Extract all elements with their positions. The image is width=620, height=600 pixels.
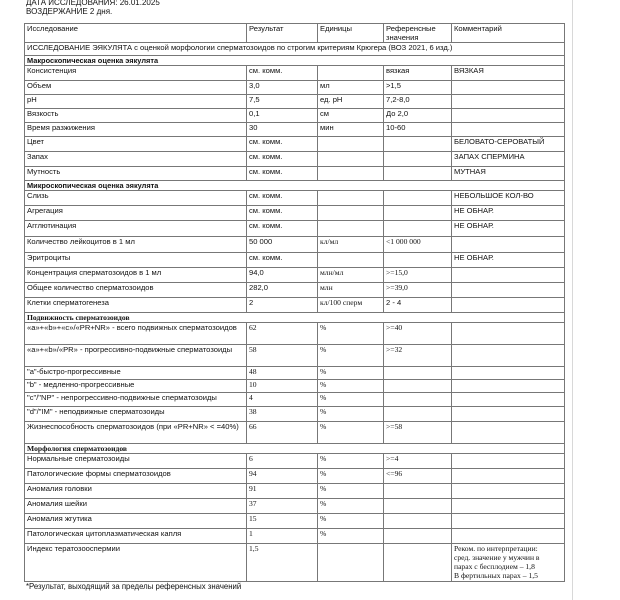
row-reference: До 2,0 (384, 109, 452, 123)
row-name: Объем (25, 81, 247, 95)
row-comment (452, 393, 565, 407)
row-reference (384, 529, 452, 544)
table-row (25, 454, 565, 469)
row-units: % (318, 499, 384, 514)
row-result: см. комм. (247, 253, 318, 268)
table-row (25, 109, 565, 123)
row-units (318, 221, 384, 237)
row-units: % (318, 393, 384, 407)
row-reference (384, 514, 452, 529)
table-row (25, 123, 565, 137)
row-name: Агрегация (25, 206, 247, 221)
col-study: Исследование (25, 24, 247, 43)
row-reference (384, 221, 452, 237)
row-name: Аномалия шейки (25, 499, 247, 514)
row-name: Аномалия жгутика (25, 514, 247, 529)
row-name: "a"-быстро-прогрессивные (25, 367, 247, 380)
row-units (318, 253, 384, 268)
row-comment (452, 109, 565, 123)
page-edge (572, 0, 573, 600)
table-row (25, 191, 565, 206)
col-result: Результат (247, 24, 318, 43)
table-row (25, 323, 565, 345)
table-row (25, 268, 565, 283)
row-name: pH (25, 95, 247, 109)
table-row (25, 206, 565, 221)
row-comment (452, 484, 565, 499)
table-row (25, 298, 565, 313)
row-name: Слизь (25, 191, 247, 206)
row-comment (452, 422, 565, 444)
row-reference (384, 206, 452, 221)
row-result: 7,5 (247, 95, 318, 109)
row-comment (452, 544, 565, 582)
results-table (24, 23, 565, 582)
row-reference (384, 499, 452, 514)
comment-line: парах с бесплодием – 1,8 (454, 562, 535, 571)
study-title: ИССЛЕДОВАНИЕ ЭЯКУЛЯТА с оценкой морфологии сперматозоидов по строгим критериям Крюгера (ВОЗ 2021, 6 изд.) (25, 43, 565, 56)
terato-row (25, 544, 565, 582)
row-result: см. комм. (247, 191, 318, 206)
row-name: «a»+«b»+«c»/«PR+NR» - всего подвижных сперматозоидов (25, 323, 247, 345)
table-row (25, 137, 565, 152)
row-reference (384, 544, 452, 582)
row-name: Патологические формы сперматозоидов (25, 469, 247, 484)
comment-line: сред. значение у мужчин в (454, 553, 540, 562)
row-comment (452, 283, 565, 298)
row-name: Консистенция (25, 66, 247, 81)
section-row (25, 313, 565, 323)
row-units: кл/100 сперм (318, 298, 384, 313)
row-units: % (318, 323, 384, 345)
row-name: Вязкость (25, 109, 247, 123)
row-reference (384, 152, 452, 167)
row-reference: 2 - 4 (384, 298, 452, 313)
section-row (25, 181, 565, 191)
row-comment (452, 499, 565, 514)
row-name: Запах (25, 152, 247, 167)
row-units: млн (318, 283, 384, 298)
row-comment: МУТНАЯ (452, 167, 565, 181)
table-row (25, 95, 565, 109)
row-result: 62 (247, 323, 318, 345)
row-reference: >=4 (384, 454, 452, 469)
row-comment (452, 123, 565, 137)
footnote: *Результат, выходящий за пределы референсных значений (26, 582, 242, 591)
row-comment: НЕ ОБНАР. (452, 253, 565, 268)
row-reference: вязкая (384, 66, 452, 81)
row-reference: >=32 (384, 345, 452, 367)
col-reference: Референсные значения (384, 24, 452, 43)
row-units: % (318, 380, 384, 393)
row-name: Концентрация сперматозоидов в 1 мл (25, 268, 247, 283)
row-result: см. комм. (247, 152, 318, 167)
row-name: Клетки сперматогенеза (25, 298, 247, 313)
row-units (318, 206, 384, 221)
row-result: 282,0 (247, 283, 318, 298)
row-name: Время разжижения (25, 123, 247, 137)
row-units: % (318, 367, 384, 380)
row-units (318, 137, 384, 152)
row-reference: <=96 (384, 469, 452, 484)
row-units (318, 191, 384, 206)
comment-line: В фертильных парах – 1,5 (454, 571, 538, 580)
row-name: "d"/"IM" - неподвижные сперматозоиды (25, 407, 247, 422)
row-comment (452, 81, 565, 95)
table-row (25, 152, 565, 167)
row-result: 37 (247, 499, 318, 514)
comment-line: Реком. по интерпретации: (454, 544, 538, 553)
row-name: Жизнеспособность сперматозоидов (при «PR+NR» < =40%) (25, 422, 247, 444)
column-header-row (25, 24, 565, 43)
row-result: 50 000 (247, 237, 318, 253)
row-result: см. комм. (247, 206, 318, 221)
row-name: «a»+«b»/«PR» - прогрессивно-подвижные сперматозоиды (25, 345, 247, 367)
row-units (318, 152, 384, 167)
row-result: 30 (247, 123, 318, 137)
title-row (25, 43, 565, 56)
row-comment (452, 380, 565, 393)
row-units: см (318, 109, 384, 123)
row-reference: >1,5 (384, 81, 452, 95)
row-units (318, 167, 384, 181)
row-units: % (318, 345, 384, 367)
row-comment: НЕ ОБНАР. (452, 206, 565, 221)
row-reference: 7,2-8,0 (384, 95, 452, 109)
row-units: % (318, 514, 384, 529)
table-row (25, 221, 565, 237)
row-name: "c"/"NP" - непрогрессивно-подвижные сперматозоиды (25, 393, 247, 407)
row-units: % (318, 422, 384, 444)
row-result: 4 (247, 393, 318, 407)
row-comment (452, 367, 565, 380)
row-comment: БЕЛОВАТО-СЕРОВАТЫЙ (452, 137, 565, 152)
row-reference: >=58 (384, 422, 452, 444)
table-row (25, 407, 565, 422)
row-name: Аномалия головки (25, 484, 247, 499)
row-reference: >=15,0 (384, 268, 452, 283)
row-comment (452, 345, 565, 367)
table-row (25, 422, 565, 444)
table-row (25, 345, 565, 367)
row-reference (384, 393, 452, 407)
row-comment (452, 237, 565, 253)
row-comment: ВЯЗКАЯ (452, 66, 565, 81)
col-comment: Комментарий (452, 24, 565, 43)
row-comment (452, 268, 565, 283)
section-row (25, 444, 565, 454)
row-comment (452, 469, 565, 484)
row-reference: <1 000 000 (384, 237, 452, 253)
row-comment: НЕ ОБНАР. (452, 221, 565, 237)
table-row (25, 393, 565, 407)
table-row (25, 469, 565, 484)
col-units: Единицы (318, 24, 384, 43)
row-reference: >=39,0 (384, 283, 452, 298)
abstinence-period: ВОЗДЕРЖАНИЕ 2 дня. (26, 7, 113, 16)
row-reference: >=40 (384, 323, 452, 345)
row-reference (384, 191, 452, 206)
row-comment (452, 323, 565, 345)
table-row (25, 81, 565, 95)
table-row (25, 237, 565, 253)
row-reference (384, 367, 452, 380)
row-result: 91 (247, 484, 318, 499)
table-row (25, 499, 565, 514)
row-reference (384, 167, 452, 181)
row-units: мл (318, 81, 384, 95)
table-row (25, 484, 565, 499)
row-comment (452, 407, 565, 422)
row-units: млн/мл (318, 268, 384, 283)
row-result: 0,1 (247, 109, 318, 123)
row-result: 2 (247, 298, 318, 313)
results-table-body (25, 24, 565, 582)
row-name: Агглютинация (25, 221, 247, 237)
row-name: Общее количество сперматозоидов (25, 283, 247, 298)
row-units (318, 66, 384, 81)
row-name: Эритроциты (25, 253, 247, 268)
table-row (25, 66, 565, 81)
row-name: Мутность (25, 167, 247, 181)
row-comment: ЗАПАХ СПЕРМИНА (452, 152, 565, 167)
row-result: 6 (247, 454, 318, 469)
table-row (25, 380, 565, 393)
row-units: ед. pH (318, 95, 384, 109)
table-row (25, 367, 565, 380)
row-result: 58 (247, 345, 318, 367)
section-title: Морфология сперматозоидов (25, 444, 565, 454)
table-row (25, 253, 565, 268)
row-result: 3,0 (247, 81, 318, 95)
row-name: "b" - медленно-прогрессивные (25, 380, 247, 393)
row-units: % (318, 469, 384, 484)
row-result: 15 (247, 514, 318, 529)
row-name: Нормальные сперматозоиды (25, 454, 247, 469)
row-name: Количество лейкоцитов в 1 мл (25, 237, 247, 253)
row-comment (452, 95, 565, 109)
row-comment (452, 514, 565, 529)
row-result: 94,0 (247, 268, 318, 283)
row-result: 94 (247, 469, 318, 484)
row-result: 38 (247, 407, 318, 422)
row-result: 1,5 (247, 544, 318, 582)
row-name: Патологическая цитоплазматическая капля (25, 529, 247, 544)
row-reference (384, 380, 452, 393)
row-result: 48 (247, 367, 318, 380)
row-comment (452, 298, 565, 313)
row-comment: НЕБОЛЬШОЕ КОЛ-ВО (452, 191, 565, 206)
section-title: Микроскопическая оценка эякулята (25, 181, 565, 191)
row-reference: 10-60 (384, 123, 452, 137)
row-reference (384, 407, 452, 422)
row-units: % (318, 454, 384, 469)
row-result: 1 (247, 529, 318, 544)
row-result: 10 (247, 380, 318, 393)
table-row (25, 167, 565, 181)
row-name: Индекс тератозооспермии (25, 544, 247, 582)
row-units: % (318, 407, 384, 422)
row-result: 66 (247, 422, 318, 444)
row-result: см. комм. (247, 221, 318, 237)
table-row (25, 529, 565, 544)
section-title: Макроскопическая оценка эякулята (25, 56, 565, 66)
report-header (26, 0, 160, 16)
row-reference (384, 137, 452, 152)
row-units: % (318, 484, 384, 499)
section-title: Подвижность сперматозоидов (25, 313, 565, 323)
row-units (318, 544, 384, 582)
row-units: мин (318, 123, 384, 137)
row-comment (452, 529, 565, 544)
row-units: % (318, 529, 384, 544)
row-result: см. комм. (247, 66, 318, 81)
row-result: см. комм. (247, 137, 318, 152)
study-date: ДАТА ИССЛЕДОВАНИЯ: 26.01.2025 (26, 0, 160, 7)
section-row (25, 56, 565, 66)
row-comment (452, 454, 565, 469)
table-row (25, 283, 565, 298)
row-units: кл/мл (318, 237, 384, 253)
row-reference (384, 253, 452, 268)
row-name: Цвет (25, 137, 247, 152)
table-row (25, 514, 565, 529)
row-result: см. комм. (247, 167, 318, 181)
row-reference (384, 484, 452, 499)
